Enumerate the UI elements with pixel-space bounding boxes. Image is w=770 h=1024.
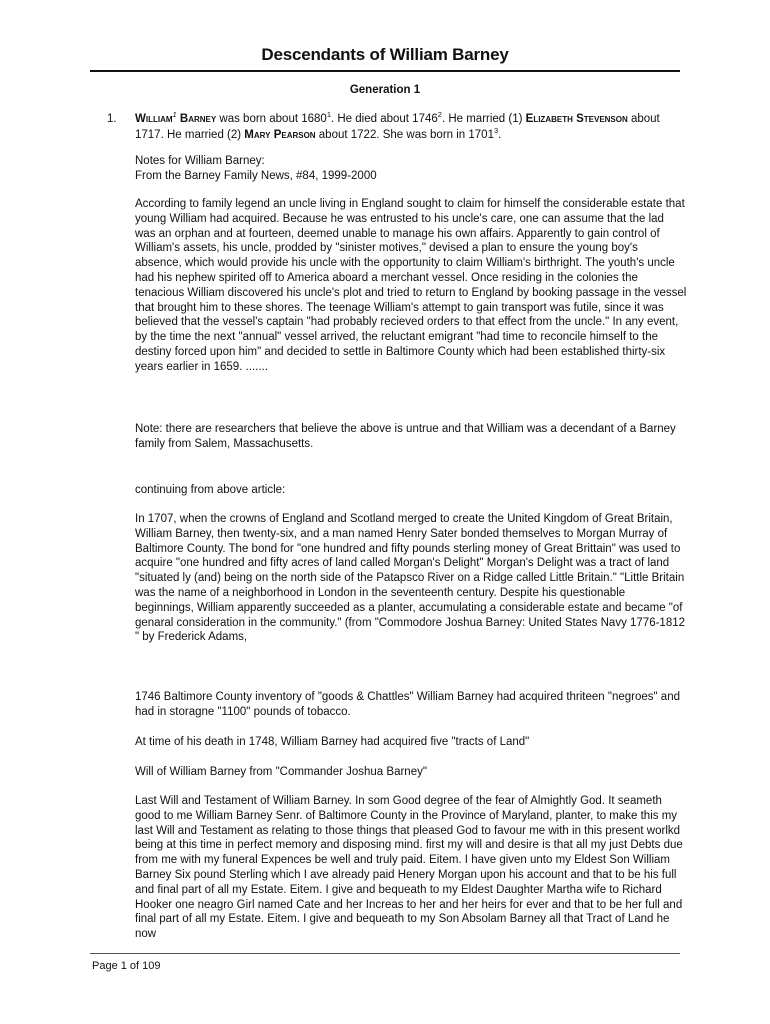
entry-end: . — [498, 129, 502, 141]
footer-divider — [90, 953, 680, 954]
born-text: was born about 1680 — [216, 113, 327, 125]
page-number: Page 1 of 109 — [92, 960, 161, 972]
paragraph-last-will: Last Will and Testament of William Barney. In som Good degree of the fear of Almightly God. It seameth good to me William Barney Senr. of Baltimore County in the Province of Maryland, planter, to make this my last Will and Testament as relating to those things that pleased God to favour me with in this present worlkd being at this time in perfect memory and disposing mind. first my will and desire is that all my just Debts due from me with my funeral Expences be well and truly paid. Eitem. I have given unto my Eldest Son William Barney Six pound Sterling which I ave already paid Henery Morgan upon his account and that to be his full and final part of all my Estate. Eitem. I give and bequeath to my Eldest Daughter Martha wife to Richard Hooker one neagro Girl named Cate and her Increas to her and her heirs for ever and that to be her full and final part of all my Estate. Eitem. I give and bequeath to my Son Absolam Barney all that Tract of Land he now — [135, 795, 683, 941]
married-text: . He married (1) — [441, 113, 526, 125]
notes-heading: Notes for William Barney: — [135, 155, 265, 167]
paragraph-continuing: continuing from above article: — [135, 484, 286, 496]
person-name: William — [135, 113, 173, 125]
footnote-ref: 1 — [326, 110, 331, 120]
entry-number: 1. — [107, 113, 117, 125]
married-text: about 1717. He married (2) — [135, 113, 660, 141]
spouse-last-name: Stevenson — [576, 113, 628, 125]
page-title: Descendants of William Barney — [261, 45, 509, 64]
died-text: . He died about 1746 — [330, 113, 438, 125]
paragraph-1707: In 1707, when the crowns of England and Scotland merged to create the United Kingdom of Great Britain, William Barney, then twenty-six, and a man named Henry Sater bonded themselves to Morgan Murray of Baltimore County. The bond for "one hundred and fifty pounds sterling money of Great Brittain" was used to acquire "one hundred and fifty acres of land called Morgan's Delight" Morgan's Delight was a tract of land "situated ly (and) being on the north side of the Patapsco River on a Ridge called Little Britain." "Little Britain was the name of a neighborhood in London in the seventeenth century. Despite his questionable beginnings, William apparently succeeded as a planter, accumulating a considerable estate and became "of genaral consideration in the community." (from "Commodore Joshua Barney: United States Navy 1776-1812 " by Frederick Adams, — [135, 513, 686, 644]
paragraph-inventory: 1746 Baltimore County inventory of "goods & Chattles" William Barney had acquired thriteen "negroes" and had in storagne "1100" pounds of tobacco. — [135, 691, 680, 718]
paragraph-will-source: Will of William Barney from "Commander Joshua Barney" — [135, 766, 427, 778]
title-divider — [90, 70, 680, 72]
paragraph-death: At time of his death in 1748, William Barney had acquired five "tracts of Land" — [135, 736, 530, 748]
generation-superscript: 1 — [172, 110, 177, 120]
generation-heading: Generation 1 — [349, 84, 421, 96]
spouse-first-name: Elizabeth — [525, 113, 573, 125]
person-surname: Barney — [179, 113, 217, 125]
spouse-first-name: Mary — [244, 129, 271, 141]
spouse-last-name: Pearson — [273, 129, 316, 141]
footnote-ref: 3 — [493, 126, 499, 136]
spouse-born-text: about 1722. She was born in 1701 — [315, 129, 494, 141]
paragraph-researchers-note: Note: there are researchers that believe the above is untrue and that William was a decendant of a Barney family from Salem, Massachusetts. — [135, 423, 676, 450]
footnote-ref: 2 — [437, 110, 442, 120]
entry-text — [135, 111, 685, 143]
paragraph-family-legend: According to family legend an uncle living in England sought to claim for himself the considerable estate that young William had acquired. Because he was entrusted to his uncle's care, one can assume that the lad was an orphan and at fourteen, deemed unable to manage his own affairs. Apparently to gain control of William's assets, his uncle, prodded by "sinister motives," devised a plan to ensure the young boy's absence, which would provide his uncle with the opportunity to claim William's birthright. The youth's uncle had his nephew spirited off to America aboard a merchant vessel. Once residing in the colonies the tenacious William discovered his uncle's plot and tried to return to England by booking passage in the vessel that brought him to these shores. The teenage William's attempt to gain transport was futile, since it was believed that the vessel's captain "had probably recieved orders to that effect from the uncle." In any event, by the time the next "annual" vessel arrived, the reluctant emigrant "had time to reconcile himself to the destiny forced upon him" and decided to settle in Baltimore County which had been established thirty-six years earlier in 1659. ....... — [135, 198, 687, 373]
notes-source: From the Barney Family News, #84, 1999-2000 — [135, 170, 377, 182]
